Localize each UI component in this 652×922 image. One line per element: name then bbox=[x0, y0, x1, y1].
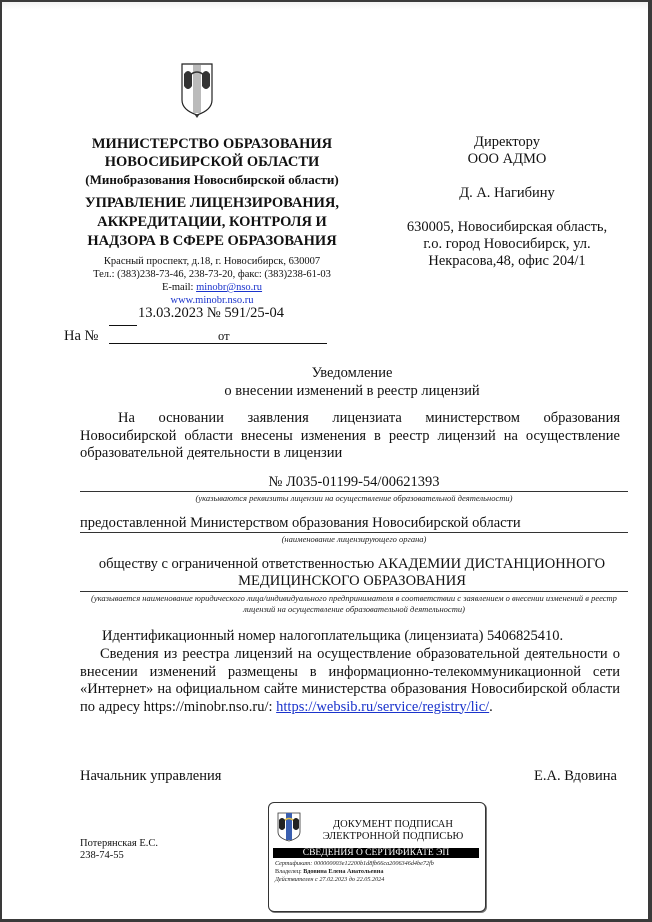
licensee-caption: (указывается наименование юридического лица/индивидуального предпринимателя в соответствии с заявлением о внесении изменений в реестр лицензий на осуществление образовательной деятельности) bbox=[91, 593, 617, 614]
license-number-line bbox=[80, 491, 628, 492]
certificate-info-bar: СВЕДЕНИЯ О СЕРТИФИКАТЕ ЭП bbox=[273, 848, 479, 858]
title-line-1: Уведомление bbox=[311, 365, 393, 381]
recipient-address-line-2: г.о. город Новосибирск, ул. bbox=[423, 236, 591, 252]
electronic-signature-stamp bbox=[268, 802, 486, 912]
license-number: № Л035-01199-54/00621393 bbox=[268, 474, 440, 490]
title-line-2: о внесении изменений в реестр лицензий bbox=[224, 383, 480, 399]
stamp-title bbox=[307, 819, 479, 843]
email-link[interactable]: minobr@nso.ru bbox=[196, 282, 263, 293]
recipient-position: Директору bbox=[474, 134, 540, 150]
owner-name: Вдовина Елена Анатольевна bbox=[303, 868, 384, 875]
licensee-line-1: обществу с ограниченной ответственностью АКАДЕМИИ ДИСТАНЦИОННОГО bbox=[98, 556, 606, 572]
ministry-line-1: МИНИСТЕРСТВО ОБРАЗОВАНИЯ bbox=[91, 136, 333, 152]
signatory-name: Е.А. Вдовина bbox=[534, 768, 617, 784]
reference-number-label: На № bbox=[64, 328, 99, 344]
licensing-authority-caption: (наименование лицензирующего органа) bbox=[281, 534, 427, 544]
registry-text-end: . bbox=[489, 698, 493, 715]
sender-phones: Тел.: (383)238-73-46, 238-73-20, факс: (383)238-61-03 bbox=[93, 269, 331, 280]
document-title bbox=[62, 364, 642, 400]
recipient-organization: ООО АДМО bbox=[467, 151, 547, 167]
executor-block bbox=[80, 838, 158, 862]
registration-date-number: 13.03.2023 № 591/25-04 bbox=[138, 305, 284, 321]
taxpayer-id: Идентификационный номер налогоплательщика (лицензиата) 5406825410. bbox=[102, 628, 564, 644]
ministry-name bbox=[62, 135, 362, 189]
signatory-position: Начальник управления bbox=[80, 768, 222, 784]
page-top-shadow bbox=[2, 2, 648, 10]
document-page bbox=[2, 2, 648, 919]
certificate-serial: 000000003e12200b1d8fb66ca2006346d4be72fb bbox=[313, 860, 434, 867]
validity-period: Действителен с 27.02.2023 до 22.05.2024 bbox=[275, 876, 385, 883]
certificate-label: Сертификат: bbox=[275, 860, 314, 867]
reference-date-label: от bbox=[218, 329, 230, 343]
intro-paragraph: На основании заявления лицензиата министерством образования Новосибирской области внесены изменения в реестр лицензий на осуществление образовательной деятельности в лицензии bbox=[80, 410, 620, 461]
recipient-address-line-1: 630005, Новосибирская область, bbox=[406, 219, 608, 235]
sender-email-row bbox=[57, 281, 367, 294]
registry-link[interactable]: https://websib.ru/service/registry/lic/ bbox=[276, 698, 490, 715]
license-caption: (указываются реквизиты лицензии на осуществление образовательной деятельности) bbox=[195, 493, 513, 503]
executor-phone: 238-74-55 bbox=[80, 850, 124, 861]
ministry-short-name: (Минобразования Новосибирской области) bbox=[85, 172, 339, 187]
certificate-row bbox=[275, 860, 434, 868]
department-name bbox=[62, 194, 362, 251]
sender-address: Красный проспект, д.18, г. Новосибирск, 630007 bbox=[103, 256, 321, 267]
registry-text: Сведения из реестра лицензий на осуществление образовательной деятельности о внесении изменений размещены в информационно-телекоммуникационной сети «Интернет» на официальном сайте министерства образования Новосибирской области по адресу https://minobr.nso.ru/: bbox=[80, 646, 620, 715]
licensee-name bbox=[72, 556, 632, 590]
coat-of-arms-icon bbox=[277, 812, 301, 842]
dept-line-2: АККРЕДИТАЦИИ, КОНТРОЛЯ И bbox=[97, 214, 327, 230]
coat-of-arms-icon bbox=[180, 62, 214, 118]
stamp-title-line-2: ЭЛЕКТРОННОЙ ПОДПИСЬЮ bbox=[322, 831, 464, 842]
licensee-line-2: МЕДИЦИНСКОГО ОБРАЗОВАНИЯ bbox=[238, 573, 466, 589]
sender-contacts bbox=[57, 255, 367, 307]
licensing-authority-line bbox=[80, 532, 628, 533]
reg-underline bbox=[109, 325, 137, 326]
ministry-line-2: НОВОСИБИРСКОЙ ОБЛАСТИ bbox=[104, 154, 320, 170]
email-label: E-mail: bbox=[161, 282, 197, 293]
dept-line-3: НАДЗОРА В СФЕРЕ ОБРАЗОВАНИЯ bbox=[87, 233, 337, 249]
registry-paragraph bbox=[80, 646, 620, 716]
executor-name: Потерянская Е.С. bbox=[80, 838, 159, 849]
website-link[interactable]: www.minobr.nso.ru bbox=[170, 295, 254, 306]
recipient-name: Д. А. Нагибину bbox=[459, 185, 555, 201]
stamp-title-line-1: ДОКУМЕНТ ПОДПИСАН bbox=[333, 819, 453, 830]
recipient-block bbox=[382, 134, 632, 270]
dept-line-1: УПРАВЛЕНИЕ ЛИЦЕНЗИРОВАНИЯ, bbox=[84, 195, 340, 211]
owner-label: Владелец: bbox=[275, 868, 304, 875]
owner-row bbox=[275, 868, 383, 876]
recipient-address-line-3: Некрасова,48, офис 204/1 bbox=[428, 253, 586, 269]
licensing-authority: предоставленной Министерством образования Новосибирской области bbox=[80, 515, 521, 531]
licensee-line bbox=[80, 591, 628, 592]
